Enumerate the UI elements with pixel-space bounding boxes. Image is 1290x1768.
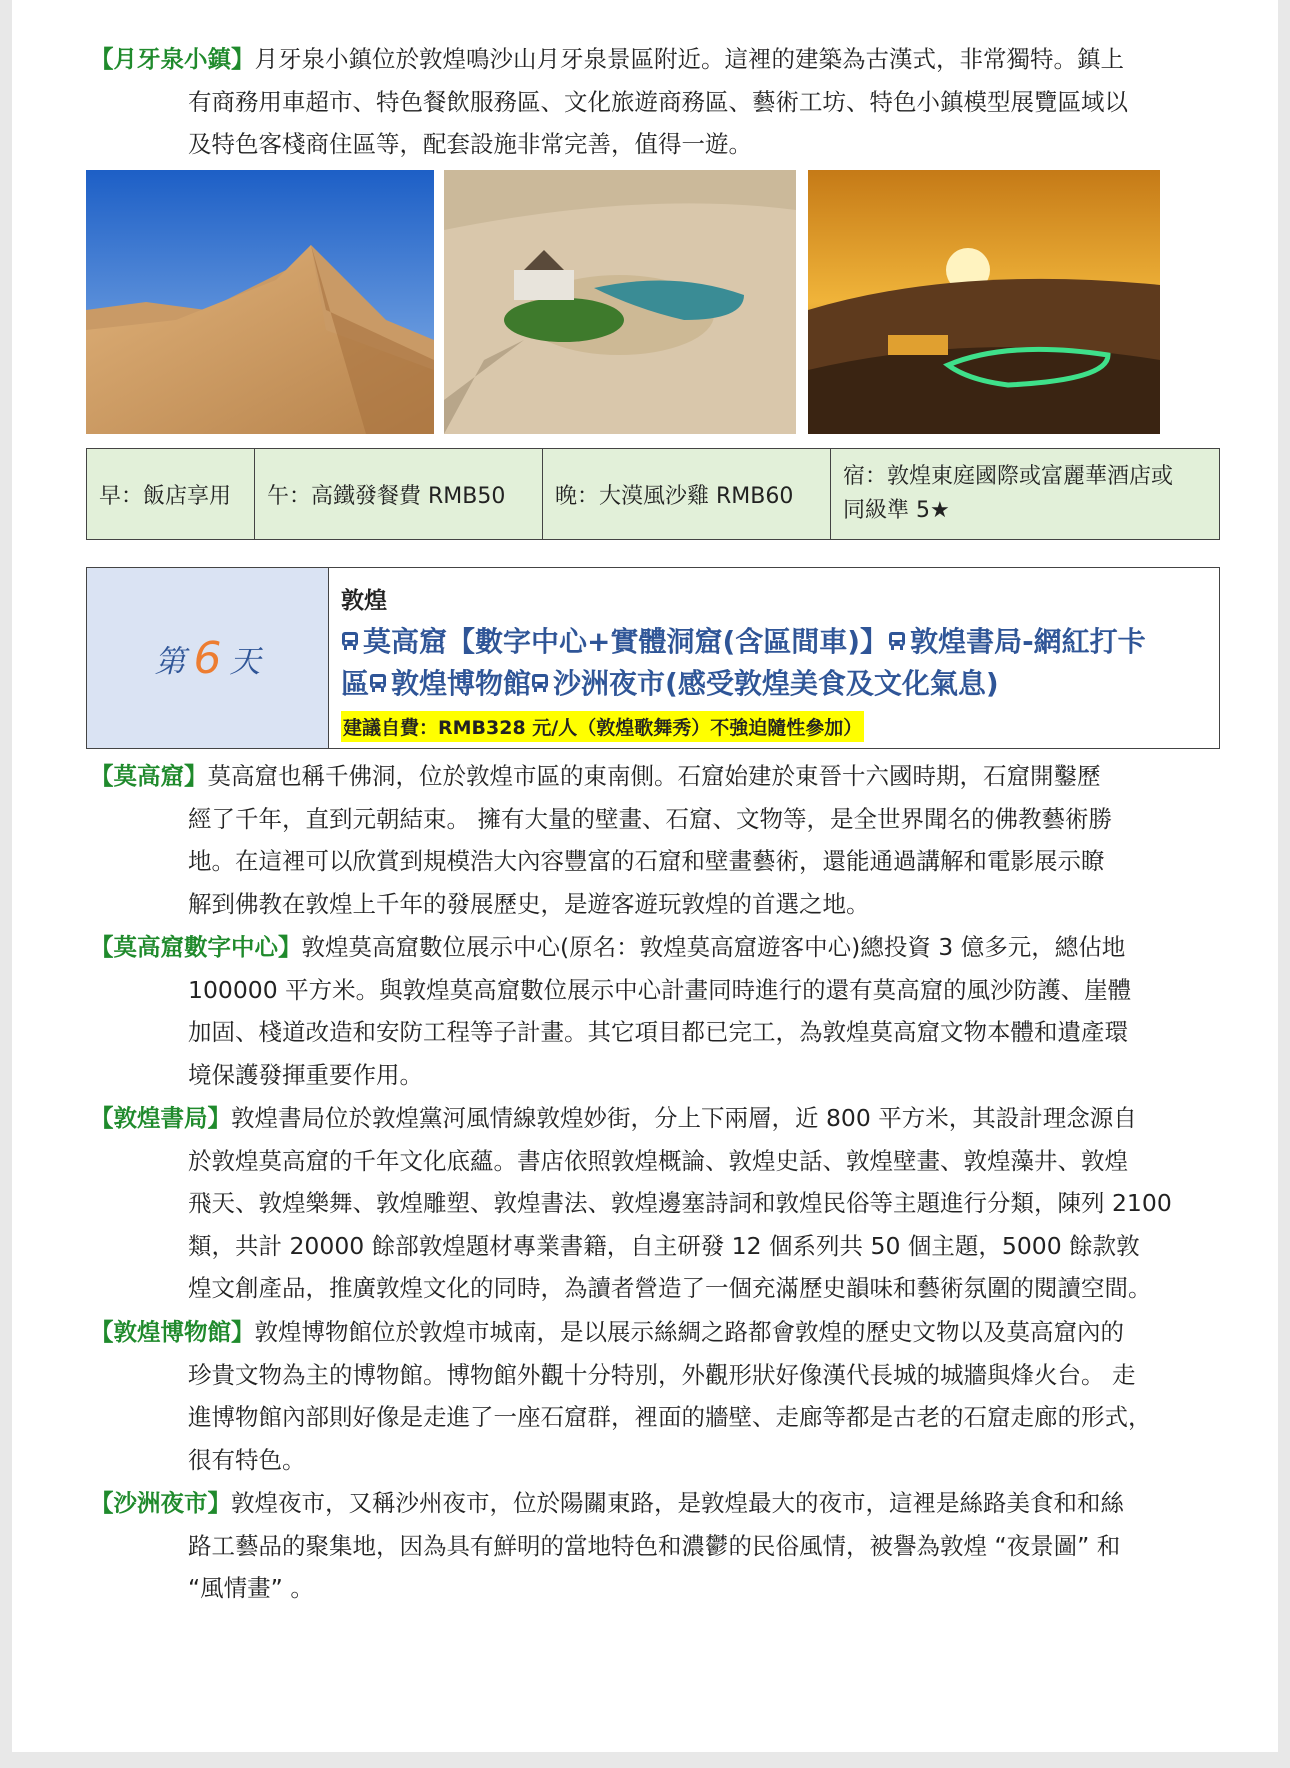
- section-bookstore: 【敦煌書局】敦煌書局位於敦煌黨河風情線敦煌妙街，分上下兩層，近 800 平方米，其設計理念源自 於敦煌莫高窟的千年文化底蘊。書店依照敦煌概論、敦煌史話、敦煌壁畫、敦煌藻井、敦煌 飛天、敦煌樂舞、敦煌雕塑、敦煌書法、敦煌邊塞詩詞和敦煌民俗等主題進行分類，陳列 2100 類，共計 20000 餘部敦煌題材專業書籍，自主研發 12 個系列共 50 個主題，5000 餘款敦 煌文創產品，推廣敦煌文化的同時，為讀者營造了一個充滿歷史韻味和藝術氛圍的閱讀空間。: [90, 1104, 1172, 1302]
- bus-icon: [369, 673, 387, 693]
- day-6-box: [86, 567, 1220, 749]
- day-number: 6: [193, 632, 222, 684]
- document-page: [12, 0, 1278, 1752]
- day-details: [329, 568, 1219, 748]
- bus-icon: [531, 673, 549, 693]
- day-route: 莫高窟【數字中心+實體洞窟(含區間車)】 敦煌書局-網紅打卡 區 敦煌博物館 沙洲夜市(感受敦煌美食及文化氣息): [341, 625, 1146, 700]
- section-night-market: 【沙洲夜市】敦煌夜市，又稱沙州夜市，位於陽關東路，是敦煌最大的夜市，這裡是絲路美食和和絲 路工藝品的聚集地，因為具有鮮明的當地特色和濃鬱的民俗風情，被譽為敦煌 “夜景圖” 和 “風情畫” 。: [90, 1489, 1124, 1602]
- sunset-lake-photo: [808, 170, 1160, 434]
- optional-fee-note: 建議自費：RMB328 元/人（敦煌歌舞秀）不強迫隨性參加）: [341, 711, 864, 742]
- day-city: 敦煌: [341, 588, 387, 614]
- hotel-cell: 宿：敦煌東庭國際或富麗華酒店或 同級準 5★: [843, 464, 1174, 523]
- lunch-cell: 午：高鐵發餐費 RMB50: [255, 449, 543, 539]
- intro-paragraph: 【月牙泉小鎮】月牙泉小鎮位於敦煌鳴沙山月牙泉景區附近。這裡的建築為古漢式，非常獨特。鎮上 有商務用車超市、特色餐飲服務區、文化旅遊商務區、藝術工坊、特色小鎮模型展覽區域以 及特色客棧商住區等，配套設施非常完善，值得一遊。: [90, 45, 1128, 158]
- section-digital-center: 【莫高窟數字中心】敦煌莫高窟數位展示中心(原名：敦煌莫高窟遊客中心)總投資 3 億多元，總佔地 100000 平方米。與敦煌莫高窟數位展示中心計畫同時進行的還有莫高窟的風沙防護、崖體 加固、棧道改造和安防工程等子計畫。其它項目都已完工，為敦煌莫高窟文物本體和遺產環 境保護發揮重要作用。: [90, 933, 1132, 1089]
- bus-icon: [341, 631, 359, 651]
- dune-photo: [86, 170, 434, 434]
- intro-tag: 【月牙泉小鎮】: [90, 45, 255, 73]
- meals-table: [86, 448, 1220, 540]
- section-mogao: 【莫高窟】莫高窟也稱千佛洞，位於敦煌市區的東南側。石窟始建於東晉十六國時期，石窟開鑿歷 經了千年，直到元朝結束。 擁有大量的壁畫、石窟、文物等，是全世界聞名的佛教藝術勝 地。在這裡可以欣賞到規模浩大內容豐富的石窟和壁畫藝術，還能通過講解和電影展示瞭 解到佛教在敦煌上千年的發展歷史，是遊客遊玩敦煌的首選之地。: [90, 762, 1112, 918]
- crescent-lake-photo: [444, 170, 796, 434]
- breakfast-cell: 早：飯店享用: [87, 449, 255, 539]
- bus-icon: [888, 631, 906, 651]
- day-label: 第 6 天: [87, 568, 329, 748]
- dinner-cell: 晚：大漠風沙雞 RMB60: [543, 449, 831, 539]
- section-museum: 【敦煌博物館】敦煌博物館位於敦煌市城南，是以展示絲綢之路都會敦煌的歷史文物以及莫高窟內的 珍貴文物為主的博物館。博物館外觀十分特別，外觀形狀好像漢代長城的城牆與烽火台。 走 進博物館內部則好像是走進了一座石窟群，裡面的牆壁、走廊等都是古老的石窟走廊的形式， 很有特色。: [90, 1318, 1152, 1474]
